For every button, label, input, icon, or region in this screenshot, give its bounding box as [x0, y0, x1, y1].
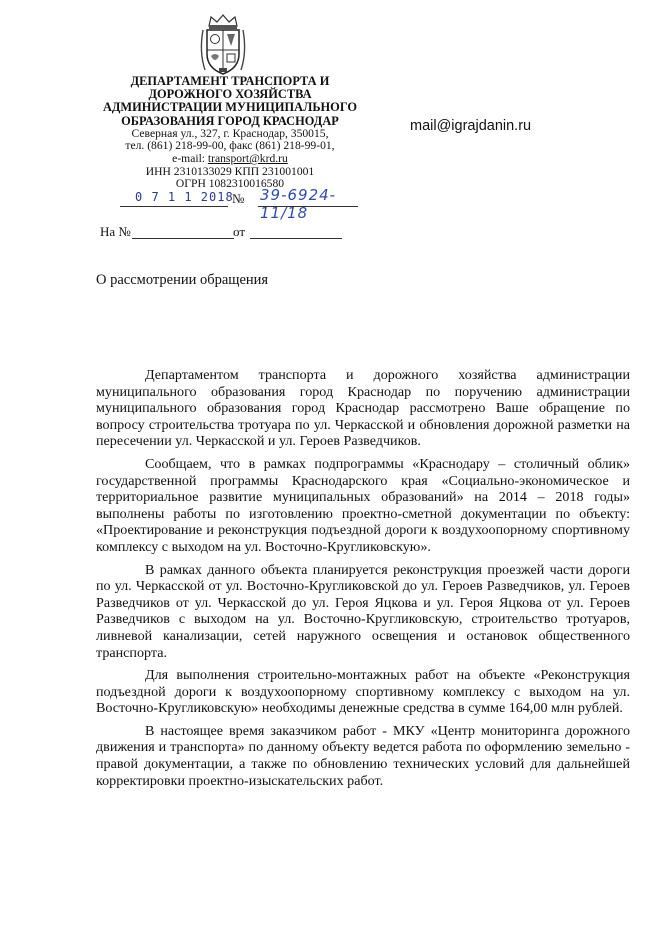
registration-date-stamp: 0 7 1 1 2018: [135, 190, 234, 204]
reference-number-blank: [132, 238, 234, 239]
reference-number-label: На №: [100, 224, 131, 239]
inn-kpp: ИНН 2310133029 КПП 231001001: [145, 164, 315, 178]
body-paragraph: В рамках данного объекта планируется реконструкция проезжей части дороги по ул. Черкасской от ул. Восточно-Кругликовской до ул. Героев Разведчиков, ул. Героев Разведчиков от ул. Черкасской до ул. Героя Яцкова и ул. Героя Яцкова от ул. Героев Разведчиков с выходом на ул. Восточно-Кругликовскую, строительство тротуаров, ливневой канализации, сетей наружного освещения и остановок общественного транспорта.: [96, 561, 630, 661]
date-underline: [120, 206, 228, 207]
letter-body: [96, 367, 630, 795]
registration-line: [112, 186, 362, 222]
body-paragraph: Сообщаем, что в рамках подпрограммы «Краснодару – столичный облик» государственной программы Краснодарского края «Социально-экономическое и территориальное развитие муниципальных образований» на 2014 – 2018 годы» выполнены работы по изготовлению проектно-сметной документации по объекту: «Проектирование и реконструкция подъездной дороги к воздухоопорному спортивному комплексу с выходом на ул. Восточно-Кругликовскую».: [96, 455, 630, 555]
recipient-email: mail@igrajdanin.ru: [410, 118, 532, 134]
email-label: e-mail:: [172, 152, 208, 165]
body-paragraph: Департаментом транспорта и дорожного хозяйства администрации муниципального образования город Краснодар по поручению администрации муниципального образования город Краснодар рассмотрено Ваше обращение по вопросу строительства тротуара по ул. Черкасской и обновления дорожной разметки на пересечении ул. Черкасской и ул. Героев Разведчиков.: [96, 367, 630, 450]
org-name-line: ОБРАЗОВАНИЯ ГОРОД КРАСНОДАР: [121, 113, 339, 128]
org-name-line: ДОРОЖНОГО ХОЗЯЙСТВА: [148, 87, 312, 102]
body-paragraph: В настоящее время заказчиком работ - МКУ «Центр мониторинга дорожного движения и транспорта» по данному объекту ведется работа по оформлению земельно - правой документации, а также по обновлению технических условий для дальнейшей корректировки проектно-изыскательских работ.: [96, 722, 630, 789]
letter-subject: О рассмотрении обращения: [96, 272, 269, 288]
reference-date-label: от: [233, 224, 246, 239]
sender-block: [80, 75, 380, 191]
number-sign: №: [232, 191, 245, 206]
ogrn: ОГРН 1082310016580: [175, 177, 285, 191]
reference-date-blank: [250, 238, 342, 239]
coat-of-arms-icon: [197, 14, 249, 76]
organization-name: [80, 75, 380, 128]
registration-number: 39-6924-11/18: [260, 186, 337, 222]
body-paragraph: Для выполнения строительно-монтажных работ на объекте «Реконструкция подъездной дороги к воздухоопорному спортивному комплексу с выходом на ул. Восточно-Кругликовскую» необходимы денежные средства в сумме 164,00 млн рублей.: [96, 667, 630, 717]
org-name-line: АДМИНИСТРАЦИИ МУНИЦИПАЛЬНОГО: [102, 100, 358, 115]
phone-fax: тел. (861) 218-99-00, факс (861) 218-99-01,: [125, 139, 335, 153]
org-name-line: ДЕПАРТАМЕНТ ТРАНСПОРТА И: [130, 74, 330, 88]
email-line: [80, 153, 380, 166]
email-link[interactable]: transport@krd.ru: [207, 152, 288, 165]
reference-line: [100, 224, 360, 242]
address: Северная ул., 327, г. Краснодар, 350015,: [131, 126, 329, 140]
number-underline: [258, 206, 358, 207]
